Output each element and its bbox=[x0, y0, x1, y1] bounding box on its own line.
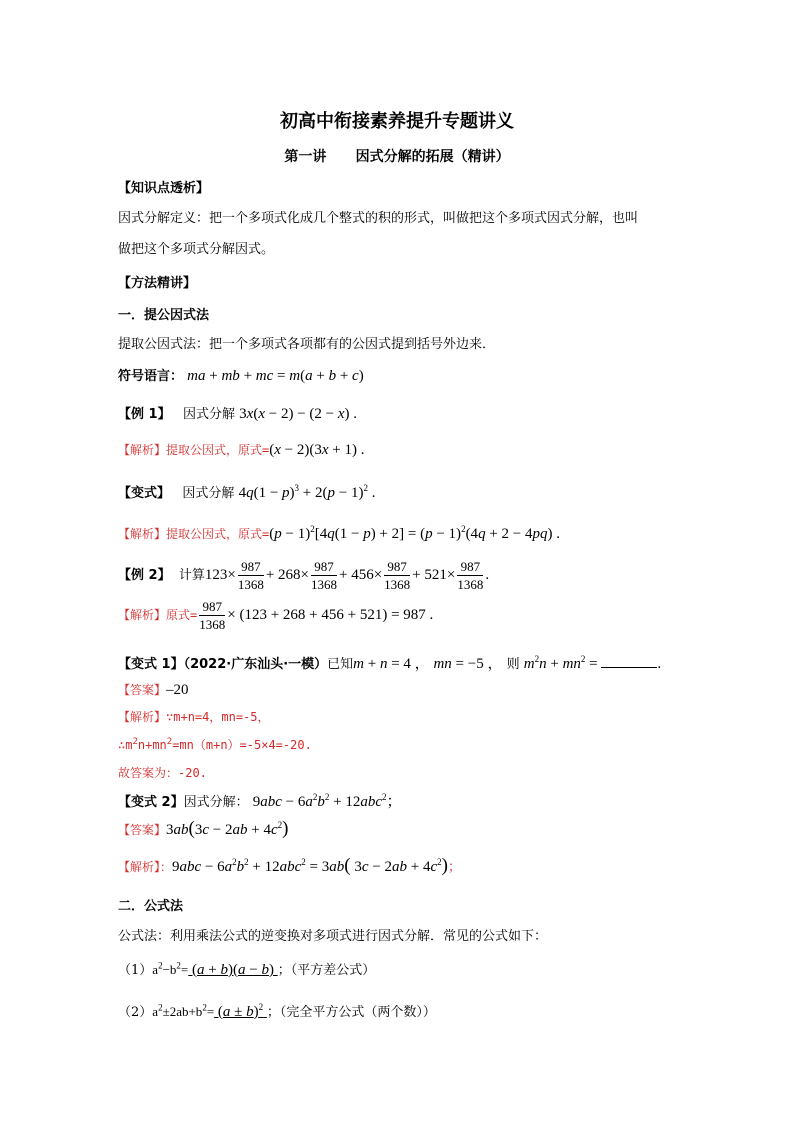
formula-2-rhs: $(a \pm b)^2$ bbox=[214, 1002, 264, 1020]
example-1-analysis bbox=[118, 441, 365, 459]
variant-2-answer bbox=[118, 681, 189, 699]
example-1-prompt: 因式分解 bbox=[182, 407, 235, 422]
variant-2-answer-value: –20 bbox=[166, 682, 189, 698]
variant-2-analysis-2: $\therefore m^2n+mn^2=mn(m+n)=-5\times 4=-20$. bbox=[118, 737, 312, 752]
variant-3-formula: $9abc - 6a^2b^2 + 12abc^2$； bbox=[252, 792, 402, 810]
variant-2-given: m + n = 4 ， mn = −5 ， bbox=[353, 656, 503, 672]
variant-3-analysis: 【解析】：$9abc - 6a^2b^2 + 12abc^2 = 3ab$( $3c - 2ab + 4c^2$)； bbox=[118, 855, 461, 876]
definition-line-2: 做把这个多项式分解因式。 bbox=[118, 242, 275, 257]
formula-1-prefix: （1） bbox=[118, 963, 153, 978]
section-1-heading: 一．提公因式法 bbox=[118, 308, 210, 323]
variant-1-analysis bbox=[118, 525, 560, 543]
formula-method-definition: 公式法：利用乘法公式的逆变换对多项式进行因式分解．常见的公式如下： bbox=[118, 929, 548, 944]
symbol-label: 符号语言： bbox=[118, 369, 184, 384]
example-1-formula: 3x(x − 2) − (2 − x) . bbox=[239, 406, 358, 422]
lecture-subtitle: 第一讲 因式分解的拓展（精讲） bbox=[284, 149, 510, 165]
variant-1-label: 【变式】 bbox=[118, 486, 171, 501]
variant-2 bbox=[118, 652, 661, 673]
variant-2-analysis-label: 【解析】 bbox=[118, 710, 167, 724]
variant-3-analysis-formula: $9abc - 6a^2b^2 + 12abc^2 = 3ab$( $3c - 2ab + 4c^2$) bbox=[172, 855, 448, 876]
variant-3-answer-value: $3ab(3c - 2ab + 4c^2)$ bbox=[166, 818, 289, 839]
example-1-analysis-text: 提取公因式，原式= bbox=[166, 443, 270, 457]
example-2 bbox=[118, 560, 489, 591]
example-1-answer: (x − 2)(3x + 1) . bbox=[269, 442, 365, 458]
formula-2-prefix: （2） bbox=[118, 1005, 153, 1020]
variant-2-analysis-1 bbox=[118, 708, 270, 725]
common-factor-definition: 提取公因式法：把一个多项式各项都有的公因式提到括号外边来． bbox=[118, 337, 496, 352]
formula-2-note: ；（完全平方公式（两个数）） bbox=[266, 1005, 436, 1020]
example-2-formula: 123× $\frac{987}{1368}$ + 268× $\frac{987}{1368}$ + 456× $\frac{987}{1368}$ + 521× $\frac{987}{1368}$ . bbox=[204, 559, 490, 592]
section-2-heading: 二．公式法 bbox=[118, 899, 184, 914]
example-2-analysis bbox=[118, 600, 433, 631]
example-1-analysis-label: 【解析】 bbox=[118, 443, 167, 457]
variant-3-prompt: 因式分解： bbox=[183, 795, 249, 810]
knowledge-heading: 【知识点透析】 bbox=[118, 181, 210, 196]
variant-2-conclusion: 故答案为：-20. bbox=[118, 766, 207, 780]
example-1-label: 【例 1】 bbox=[118, 407, 171, 422]
variant-2-analysis-text: ∵m+n=4，mn=-5， bbox=[166, 710, 270, 724]
formula-2 bbox=[118, 1001, 436, 1021]
symbol-language bbox=[118, 365, 364, 385]
formula-1 bbox=[118, 959, 375, 979]
formula-2-lhs: $a^2\pm 2ab+b^2=$ bbox=[152, 1002, 215, 1019]
variant-2-label: 【变式 1】 bbox=[118, 657, 184, 672]
formula-1-lhs: $a^2-b^2=$ bbox=[152, 960, 189, 977]
variant-3-label: 【变式 2】 bbox=[118, 795, 184, 810]
example-1 bbox=[118, 403, 357, 423]
variant-3-answer bbox=[118, 818, 289, 839]
example-2-analysis-text: 原式= bbox=[166, 607, 198, 622]
variant-1-answer: $(p - 1)^2[4q(1 - p) + 2] = (p - 1)^2(4q + 2 - 4pq)$ . bbox=[269, 524, 560, 542]
definition-line-1: 因式分解定义：把一个多项式化成几个整式的积的形式，叫做把这个多项式因式分解，也叫 bbox=[118, 211, 639, 226]
variant-1-analysis-label: 【解析】 bbox=[118, 527, 167, 541]
variant-2-prompt: 已知 bbox=[327, 657, 354, 672]
variant-1-analysis-text: 提取公因式，原式= bbox=[166, 527, 270, 541]
variant-3-answer-label: 【答案】 bbox=[118, 823, 167, 837]
variant-2-expression: $m^2n + mn^2$ = . bbox=[523, 654, 662, 672]
variant-1-prompt: 因式分解 bbox=[182, 486, 235, 501]
document-title: 初高中衔接素养提升专题讲义 bbox=[280, 111, 514, 132]
variant-2-then: 则 bbox=[506, 657, 520, 672]
example-2-analysis-label: 【解析】 bbox=[118, 607, 167, 622]
variant-2-source: （2022·广东汕头·一模） bbox=[183, 657, 328, 672]
symbol-formula: ma + mb + mc = m(a + b + c) bbox=[187, 368, 364, 384]
variant-3 bbox=[118, 790, 402, 811]
variant-1-formula: $4q(1 - p)^3 + 2(p - 1)^2$ . bbox=[238, 483, 376, 501]
method-heading: 【方法精讲】 bbox=[118, 276, 197, 291]
example-2-prompt: 计算 bbox=[178, 567, 205, 583]
formula-1-rhs: (a + b)(a − b) bbox=[188, 962, 278, 978]
example-2-label: 【例 2】 bbox=[118, 567, 171, 583]
variant-1 bbox=[118, 482, 375, 502]
example-2-answer: $\frac{987}{1368}$ × (123 + 268 + 456 + 521) = 987 . bbox=[199, 599, 434, 632]
answer-blank bbox=[601, 655, 657, 668]
variant-2-answer-label: 【答案】 bbox=[118, 683, 167, 697]
formula-1-note: ；（平方差公式） bbox=[277, 963, 376, 978]
variant-3-analysis-label: 【解析】： bbox=[118, 860, 173, 874]
